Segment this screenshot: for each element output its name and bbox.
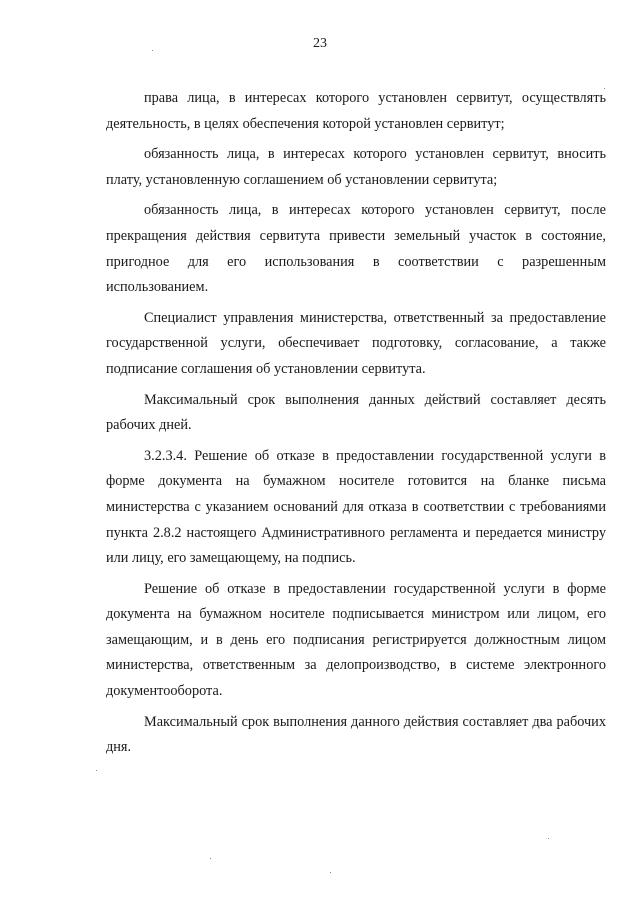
paragraph-section-3-2-3-4: 3.2.3.4. Решение об отказе в предоставлении государственной услуги в форме документа на бумажном носителе готовится на бланке письма министерства с указанием оснований для отказа в соответствии с требованиями пункта 2.8.2 настоящего Административного регламента и передается министру или лицу, его замещающему, на подпись.	[106, 447, 606, 567]
paragraph-specialist-responsibility: Специалист управления министерства, ответственный за предоставление государственной услуги, обеспечивает подготовку, согласование, а также подписание соглашения об установлении сервитута.	[106, 309, 606, 377]
page-number: 23	[313, 36, 327, 51]
paragraph-payment-obligation: обязанность лица, в интересах которого установлен сервитут, вносить плату, установленную соглашением об установлении сервитута;	[106, 146, 606, 188]
paragraph-servitude-rights: права лица, в интересах которого установлен сервитут, осуществлять деятельность, в целях обеспечения которой установлен сервитут;	[106, 90, 606, 132]
scan-speck	[152, 50, 153, 51]
paragraph-deadline-ten-days: Максимальный срок выполнения данных действий составляет десять рабочих дней.	[106, 391, 606, 434]
scan-speck	[210, 858, 211, 859]
scan-speck	[604, 88, 605, 89]
scan-speck	[330, 872, 331, 873]
scan-speck	[96, 770, 97, 771]
scan-speck	[548, 838, 549, 839]
paragraph-refusal-signing: Решение об отказе в предоставлении государственной услуги в форме документа на бумажном носителе подписывается министром или лицом, его замещающим, и в день его подписания регистрируется должностным лицом министерства, ответственным за делопроизводство, в системе электронного документооборота.	[106, 580, 606, 700]
paragraph-land-restoration-obligation: обязанность лица, в интересах которого установлен сервитут, после прекращения действия сервитута привести земельный участок в состояние, пригодное для его использования в соответствии с разрешенным использованием.	[106, 202, 606, 296]
paragraph-deadline-two-days: Максимальный срок выполнения данного действия составляет два рабочих дня.	[106, 713, 606, 756]
document-body	[106, 86, 606, 766]
